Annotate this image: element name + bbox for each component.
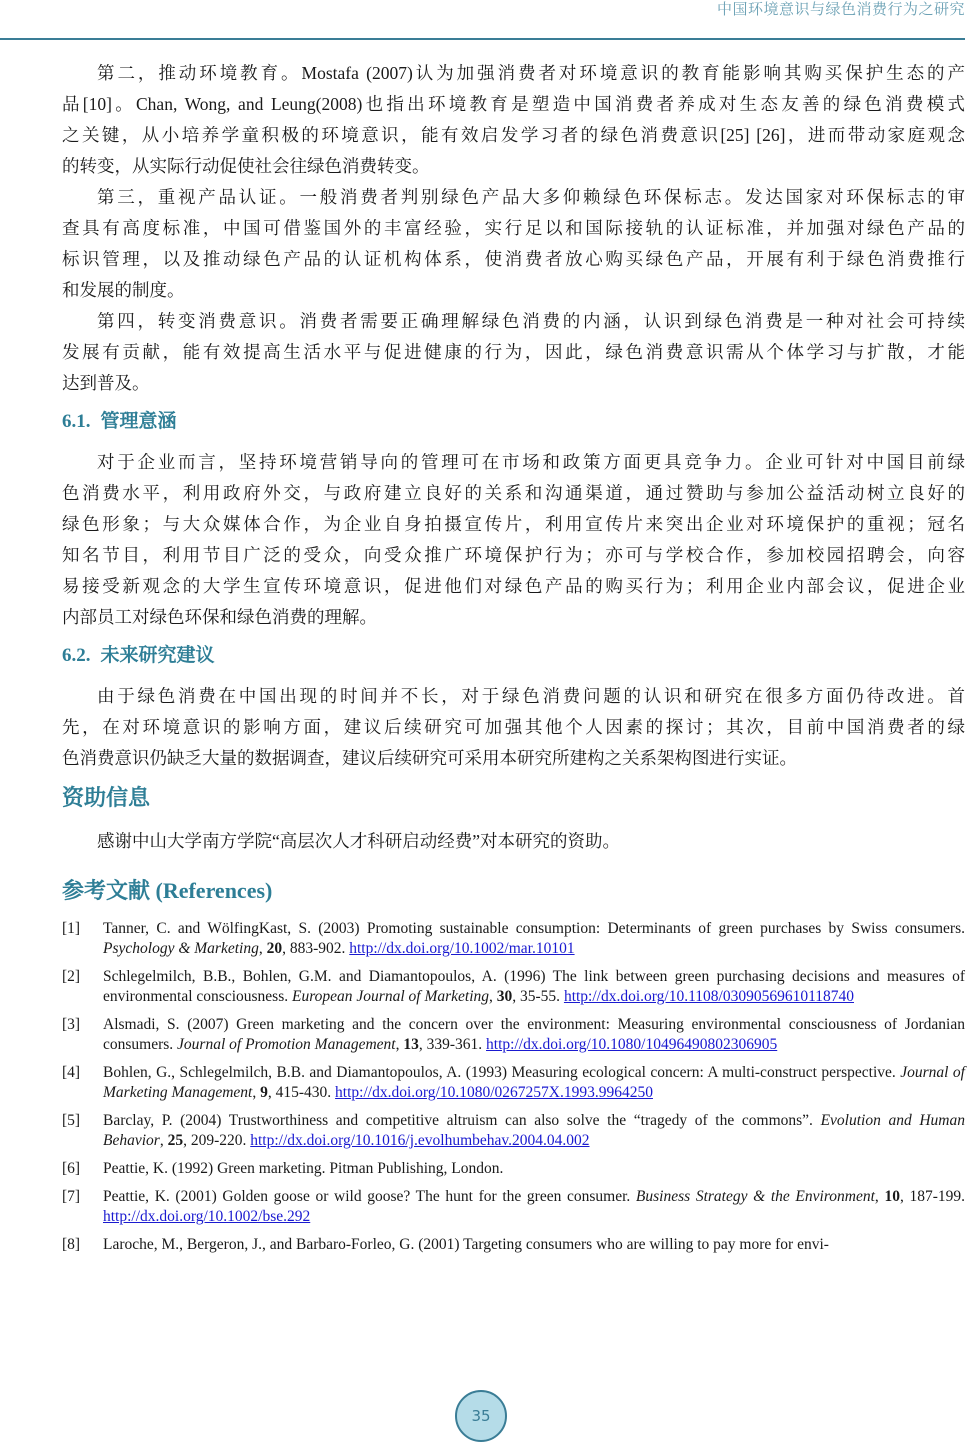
reference-volume: 13 [403, 1036, 419, 1053]
reference-number: [8] [62, 1236, 81, 1253]
reference-item [62, 967, 965, 1007]
reference-separator: , [252, 1084, 261, 1101]
text-line: 先，在对环境意识的影响方面，建议后续研究可加强其他个人因素的探讨；其次，目前中国消费者的绿 [62, 717, 965, 737]
reference-citation: Peattie, K. (2001) Golden goose or wild goose? The hunt for the green consumer. [103, 1188, 636, 1205]
reference-item [62, 919, 965, 959]
header-rule [0, 38, 965, 40]
reference-item [62, 1015, 965, 1055]
reference-volume: 9 [260, 1084, 268, 1101]
reference-text [103, 967, 965, 1007]
text-line: 知名节目，利用节目广泛的受众，向受众推广环境保护行为；亦可与学校合作，参加校园招聘会，向容 [62, 545, 965, 565]
funding-heading: 资助信息 [62, 785, 151, 810]
reference-text [103, 1015, 965, 1055]
page-number-badge: 35 [455, 1390, 507, 1442]
text-line: 第三，重视产品认证。一般消费者判别绿色产品大多仰赖绿色环保标志。发达国家对环保标志的审 [97, 187, 965, 207]
section-number: 6.2. [62, 645, 91, 666]
reference-doi-link[interactable]: http://dx.doi.org/10.1002/mar.10101 [349, 940, 575, 957]
page-content [62, 58, 965, 1263]
reference-citation: Alsmadi, S. (2007) Green marketing and the concern over the environment: Measuring environmental consciousness of Jordanian consumers. [103, 1016, 965, 1053]
reference-doi-link[interactable]: http://dx.doi.org/10.1108/03090569610118740 [563, 988, 854, 1005]
text-line: 对于企业而言，坚持环境营销导向的管理可在市场和政策方面更具竞争力。企业可针对中国目前绿 [97, 452, 965, 472]
reference-pages: , 415-430. [267, 1084, 336, 1101]
reference-item [62, 1187, 965, 1227]
reference-journal: Business Strategy & the Environment [635, 1188, 875, 1205]
text-line: 绿色形象；与大众媒体合作，为企业自身拍摄宣传片，利用宣传片来突出企业对环境保护的重视；冠名 [62, 514, 965, 534]
reference-pages: , 339-361. [418, 1036, 487, 1053]
text-line: 由于绿色消费在中国出现的时间并不长，对于绿色消费问题的认识和研究在很多方面仍待改进。首 [97, 686, 965, 706]
reference-journal: Psychology & Marketing [103, 940, 259, 957]
text-line: 达到普及。 [62, 373, 150, 393]
text-line: 品[10]。Chan, Wong, and Leung(2008)也指出环境教育是塑造中国消费者养成对生态友善的绿色消费模式 [62, 94, 965, 114]
reference-pages: , 883-902. [282, 940, 350, 957]
reference-journal: Journal of Marketing Management [103, 1064, 965, 1101]
text-line: 第二，推动环境教育。Mostafa (2007)认为加强消费者对环境意识的教育能影响其购买保护生态的产 [97, 63, 965, 83]
reference-text [103, 1235, 965, 1255]
text-line: 标识管理，以及推动绿色产品的认证机构体系，使消费者放心购买绿色产品，开展有利于绿色消费推行 [62, 249, 965, 269]
reference-separator: , [395, 1036, 404, 1053]
text-line: 的转变，从实际行动促使社会往绿色消费转变。 [62, 156, 430, 176]
reference-text [103, 919, 965, 959]
section-heading-6-2 [62, 641, 965, 671]
reference-text [103, 1111, 965, 1151]
section-title: 管理意涵 [100, 411, 177, 432]
reference-separator: , [874, 1188, 885, 1205]
reference-doi-link[interactable]: http://dx.doi.org/10.1080/0267257X.1993.9964250 [335, 1084, 653, 1101]
section-number: 6.1. [62, 411, 91, 432]
reference-item [62, 1063, 965, 1103]
reference-volume: 30 [496, 988, 513, 1005]
reference-journal: Evolution and Human Behavior [103, 1112, 965, 1149]
text-line: 之关键，从小培养学童积极的环境意识，能有效启发学习者的绿色消费意识[25] [26]，进而带动家庭观念 [62, 125, 965, 145]
text-line: 和发展的制度。 [62, 280, 185, 300]
reference-citation: Schlegelmilch, B.B., Bohlen, G.M. and Diamantopoulos, A. (1996) The link between green purchasing decisions and measures of environmental consciousness. [103, 968, 965, 1005]
reference-separator: , [159, 1132, 168, 1149]
reference-item [62, 1159, 965, 1179]
reference-number: [4] [62, 1064, 81, 1081]
reference-doi-link[interactable]: http://dx.doi.org/10.1002/bse.292 [103, 1208, 311, 1225]
text-line: 易接受新观念的大学生宣传环境意识，促进他们对绿色产品的购买行为；利用企业内部会议，促进企业 [62, 576, 965, 596]
reference-volume: 25 [167, 1132, 184, 1149]
reference-number: [2] [62, 968, 81, 985]
section-heading-6-1 [62, 407, 965, 437]
running-title: 中国环境意识与绿色消费行为之研究 [716, 0, 965, 18]
reference-citation: Laroche, M., Bergeron, J., and Barbaro-Forleo, G. (2001) Targeting consumers who are willing to pay more for envi- [103, 1236, 829, 1253]
paragraph-future-research [62, 681, 965, 774]
reference-text [103, 1063, 965, 1103]
reference-volume: 10 [884, 1188, 900, 1205]
section-title: 未来研究建议 [100, 645, 215, 666]
reference-number: [7] [62, 1188, 81, 1205]
text-line: 查具有高度标准，中国可借鉴国外的丰富经验，实行足以和国际接轨的认证标准，并加强对绿色产品的 [62, 218, 965, 238]
text-line: 第四，转变消费意识。消费者需要正确理解绿色消费的内涵，认识到绿色消费是一种对社会可持续 [97, 311, 965, 331]
paragraph-education [62, 58, 965, 182]
reference-number: [1] [62, 920, 81, 937]
reference-citation: Barclay, P. (2004) Trustworthiness and competitive altruism can also solve the “tragedy of the commons”. [103, 1112, 821, 1129]
reference-citation: Peattie, K. (1992) Green marketing. Pitman Publishing, London. [103, 1160, 504, 1177]
text-line: 发展有贡献，能有效提高生活水平与促进健康的行为，因此，绿色消费意识需从个体学习与扩散，才能 [62, 342, 965, 362]
text-line: 色消费意识仍缺乏大量的数据调查，建议后续研究可采用本研究所建构之关系架构图进行实证。 [62, 748, 797, 768]
reference-volume: 20 [266, 940, 283, 957]
reference-journal: Journal of Promotion Management [177, 1036, 396, 1053]
reference-separator: , [489, 988, 497, 1005]
reference-number: [5] [62, 1112, 81, 1129]
paragraph-certification [62, 182, 965, 306]
reference-item [62, 1111, 965, 1151]
reference-number: [3] [62, 1016, 81, 1033]
text-line: 色消费水平，利用政府外交，与政府建立良好的关系和沟通渠道，通过赞助与参加公益活动树立良好的 [62, 483, 965, 503]
reference-pages: , 187-199. [899, 1188, 965, 1205]
paragraph-consumption-awareness [62, 306, 965, 399]
funding-text: 感谢中山大学南方学院“高层次人才科研启动经费”对本研究的资助。 [97, 831, 621, 851]
paragraph-management [62, 447, 965, 633]
reference-text [103, 1159, 965, 1179]
references-heading: 参考文献 (References) [62, 878, 273, 903]
reference-list [62, 919, 965, 1255]
reference-pages: , 35-55. [512, 988, 564, 1005]
reference-pages: , 209-220. [183, 1132, 251, 1149]
reference-number: [6] [62, 1160, 81, 1177]
reference-citation: Bohlen, G., Schlegelmilch, B.B. and Diamantopoulos, A. (1993) Measuring ecological concern: A multi-construct perspective. [103, 1064, 901, 1081]
reference-separator: , [258, 940, 267, 957]
reference-text [103, 1187, 965, 1227]
text-line: 内部员工对绿色环保和绿色消费的理解。 [62, 607, 377, 627]
reference-doi-link[interactable]: http://dx.doi.org/10.1016/j.evolhumbehav.2004.04.002 [250, 1132, 590, 1149]
reference-doi-link[interactable]: http://dx.doi.org/10.1080/10496490802306905 [486, 1036, 778, 1053]
reference-item [62, 1235, 965, 1255]
reference-citation: Tanner, C. and WölfingKast, S. (2003) Promoting sustainable consumption: Determinants of green purchases by Swiss consumers. [103, 920, 965, 937]
reference-journal: European Journal of Marketing [291, 988, 490, 1005]
